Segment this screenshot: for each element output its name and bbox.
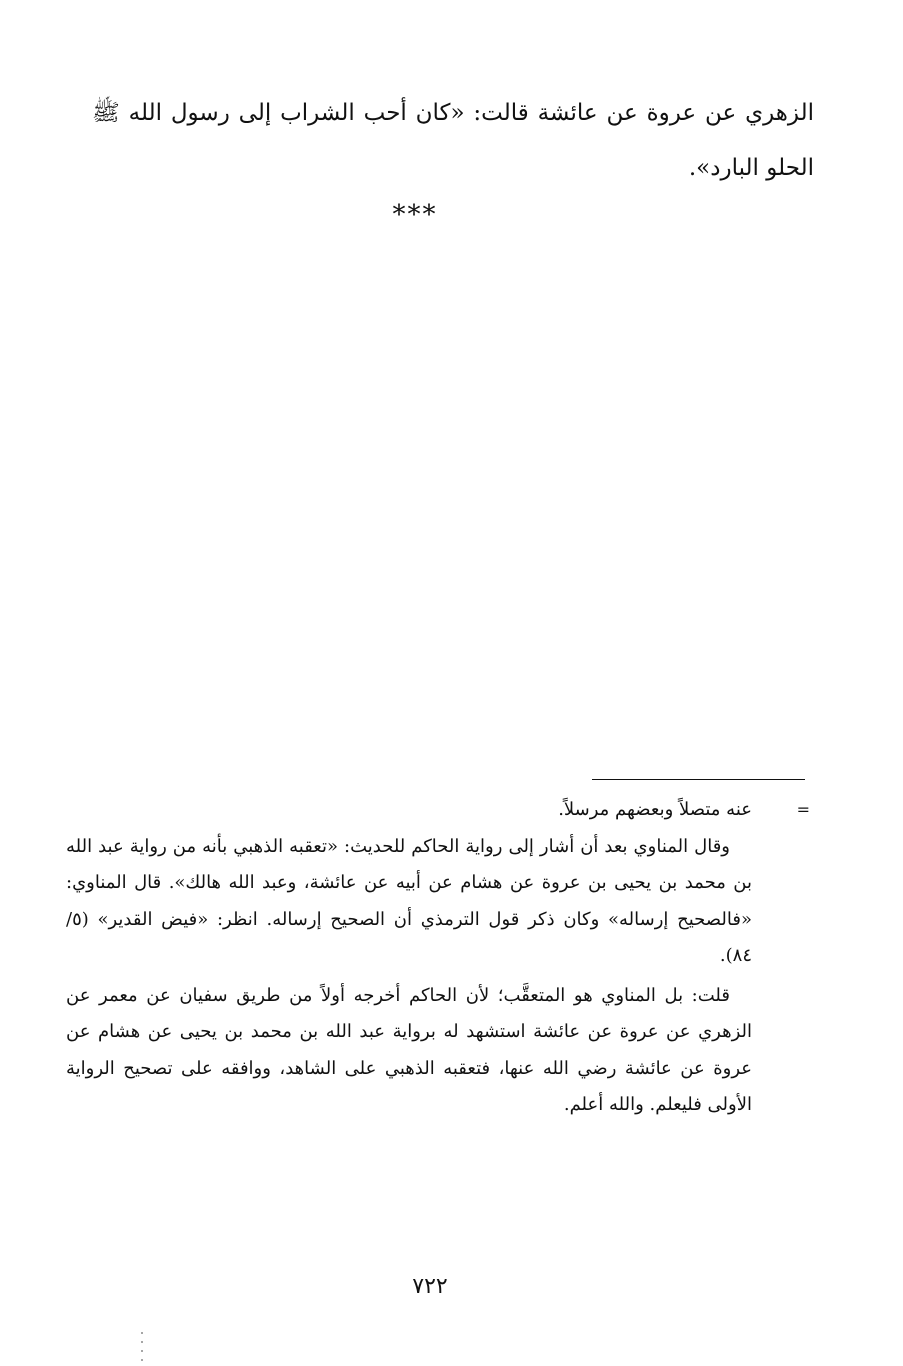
- main-text-paragraph: الزهري عن عروة عن عائشة قالت: «كان أحب الشراب إلى رسول الله ﷺ الحلو البارد».: [92, 100, 814, 181]
- footnote-continuation-marker: =: [796, 800, 810, 819]
- footnotes-section: [66, 792, 810, 1124]
- footnote-continuation-text: عنه متصلاً وبعضهم مرسلاً.: [558, 799, 752, 820]
- footnote-paragraph-manawi: وقال المناوي بعد أن أشار إلى رواية الحاكم للحديث: «تعقبه الذهبي بأنه من رواية عبد الله بن محمد بن يحيى بن عروة عن هشام عن أبيه عن عائشة، وعبد الله هالك». قال المناوي: «فالصحيح إرساله» وكان ذكر قول الترمذي أن الصحيح إرساله. انظر: «فيض القدير» (٥/ ٨٤).: [66, 835, 752, 966]
- scan-artifact: [141, 1332, 143, 1362]
- footnote-divider: [592, 779, 805, 780]
- page-number: ٧٢٢: [412, 1274, 448, 1299]
- section-separator-stars: ***: [392, 200, 438, 230]
- footnote-paragraph-author-note: قلت: بل المناوي هو المتعقَّب؛ لأن الحاكم أخرجه أولاً من طريق سفيان عن معمر عن الزهري عن عروة عن عائشة استشهد له برواية عبد الله بن محمد بن يحيى عن هشام عن عروة عن عائشة رضي الله عنها، فتعقبه الذهبي على الشاهد، ووافقه على تصحيح الرواية الأولى فليعلم. والله أعلم.: [66, 984, 752, 1115]
- footnote-continuation: [66, 792, 810, 829]
